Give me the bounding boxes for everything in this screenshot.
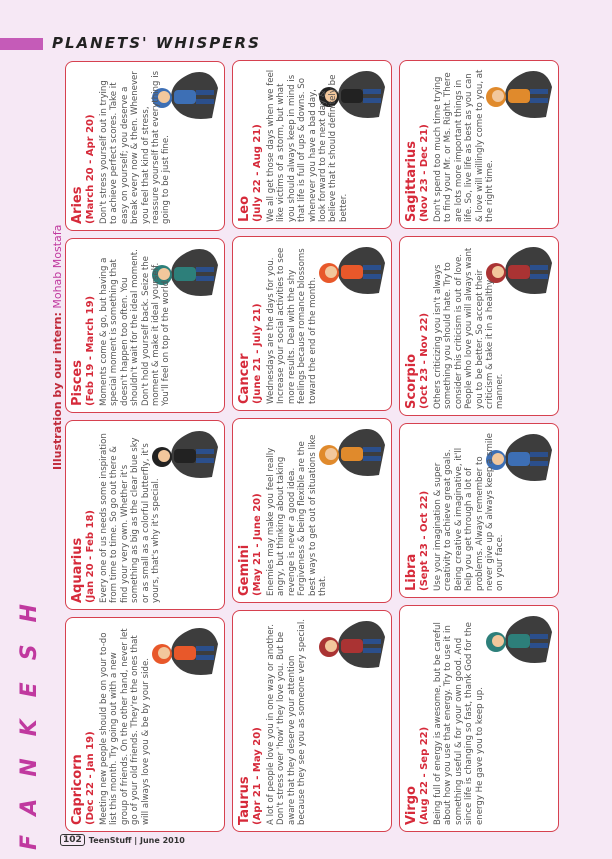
sign-dates: (Sept 23 - Oct 22) (419, 490, 430, 591)
sign-name: Cancer (237, 353, 252, 404)
illustration-credit (51, 225, 64, 470)
credit-prefix: Illustration by our intern: (51, 312, 64, 470)
horoscope-text: Don't spend too much time trying to find your Mr. or Ms. Right. There are lots more important things in life. So, live life as best as you can & love will willingly come to you, at the right time. (433, 69, 496, 222)
horoscope-text: Moments come & go, but having a special moment is something that doesn't happen too often. You shouldn't wait for the ideal moment. Don't hold yourself back. Seize the moment & make it ideal yourself. You'll feel on top of the world. (99, 249, 172, 406)
horoscope-text: Meeting new people should be on your to-do list this month. Try going out with a new group of friends. On the other hand, never let go of your old friends. They're the ones that will always love you & be by your side. (99, 628, 151, 825)
sign-dates: (Jan 20 - Feb 18) (85, 509, 96, 603)
horoscope-text: A lot of people love you in one way or another. Don't stress over 'how' they love you. But be aware that they deserve your attention because they see you as someone very special. (266, 619, 308, 825)
horoscope-text: Wednesdays are the days for you. Increase your social activities to see more results. Deal with the shy feelings because romance blossoms toward the end of the month. (266, 247, 318, 404)
sign-name: Capricorn (70, 754, 85, 825)
horoscope-card-taurus (232, 610, 392, 832)
sign-name: Virgo (404, 786, 419, 825)
illustration-figure-icon (309, 615, 387, 677)
horoscope-text: Enemies may make you feel really angry, but thinking about taking revenge is never a good idea. Forgiveness & being flexible are the best ways to get out of situations like that. (266, 434, 329, 596)
sign-name: Pisces (70, 360, 85, 406)
section-label: FANKESH (17, 582, 42, 850)
credit-name: Mohab Mostafa (51, 224, 64, 309)
horoscope-card-pisces (65, 238, 225, 413)
sign-dates: (Oct 23 - Nov 22) (419, 312, 430, 409)
horoscope-card-gemini (232, 418, 392, 603)
illustration-figure-icon (142, 622, 220, 684)
sign-dates: (Dec 22 - Jan 19) (85, 731, 96, 825)
illustration-figure-icon (476, 610, 554, 672)
sign-dates: (June 21 - July 21) (252, 303, 263, 404)
illustration-figure-icon (309, 241, 387, 303)
sign-name: Sagittarius (404, 141, 419, 222)
horoscope-card-leo (232, 60, 392, 229)
sign-name: Aquarius (70, 537, 85, 603)
sign-name: Aries (70, 186, 85, 224)
publication-info: TeenStuff | June 2010 (88, 835, 185, 845)
page-number: 102 (60, 834, 85, 846)
sign-dates: (Feb 19 - March 19) (85, 295, 96, 406)
horoscope-card-aquarius (65, 420, 225, 610)
horoscope-grid (65, 60, 566, 832)
horoscope-row (65, 60, 225, 832)
sign-dates: (Apr 21 - May 20) (252, 727, 263, 825)
sign-name: Scorpio (404, 353, 419, 409)
page-title: PLANETS' WHISPERS (52, 34, 261, 52)
horoscope-card-virgo (399, 605, 559, 832)
header-accent-bar (0, 38, 43, 50)
sign-dates: (July 22 - Aug 21) (252, 124, 263, 222)
horoscope-card-cancer (232, 236, 392, 411)
sign-name: Gemini (237, 544, 252, 596)
horoscope-text: Being full of energy is awesome, but be careful about how you use that energy. Try to use it in something useful & for your own good. And since life is changing so fast, thank God for the energy He gave you to keep up. (433, 622, 485, 825)
horoscope-card-libra (399, 423, 559, 598)
sign-name: Leo (237, 195, 252, 222)
horoscope-card-scorpio (399, 236, 559, 416)
horoscope-card-sagittarius (399, 60, 559, 229)
horoscope-row (232, 60, 392, 832)
horoscope-card-aries (65, 61, 225, 231)
sign-dates: (March 20 - Apr 20) (85, 114, 96, 224)
sign-dates: (Nov 23 - Dec 21) (419, 124, 430, 222)
horoscope-text: Every one of us needs some inspiration from time to time. So go out there & find your very own. Whether it's something as big as the clear blue sky or as small as a colorful butterfly, it's yours, that's why it's special. (99, 433, 162, 603)
horoscope-text: Don't stress yourself out in trying to achieve perfect scores. Take it easy on yourself; you deserve a break every now & then. Whenever you feel that kind of stress, reassure yourself that everything is going to be just fine. (99, 70, 172, 224)
footer (60, 834, 185, 846)
sign-dates: (May 21 - June 20) (252, 493, 263, 596)
sign-dates: (Aug 22 - Sep 22) (419, 726, 430, 825)
horoscope-text: Use your imagination & super creativity to achieve great goals. Being creative & imaginative, it'll help you get through a lot of problems. Always remember to never give up & always keep a smile on your face. (433, 433, 506, 591)
horoscope-row (399, 60, 559, 832)
horoscope-text: We all get those days when we feel like victims of a storm, but what you should always keep in mind is that life is full of ups & downs. So whenever you have a bad day, look forward to the next day & believe that it should definitely be better. (266, 69, 349, 222)
horoscope-card-capricorn (65, 617, 225, 832)
sign-name: Libra (404, 553, 419, 591)
rotated-content (15, 60, 560, 850)
horoscope-text: Others criticizing you isn't always something you should hate. Try to consider this criticism is out of love. People who love you will always want you to be better. So accept their criticism & take it in a healthy manner. (433, 247, 506, 409)
sign-name: Taurus (237, 776, 252, 825)
